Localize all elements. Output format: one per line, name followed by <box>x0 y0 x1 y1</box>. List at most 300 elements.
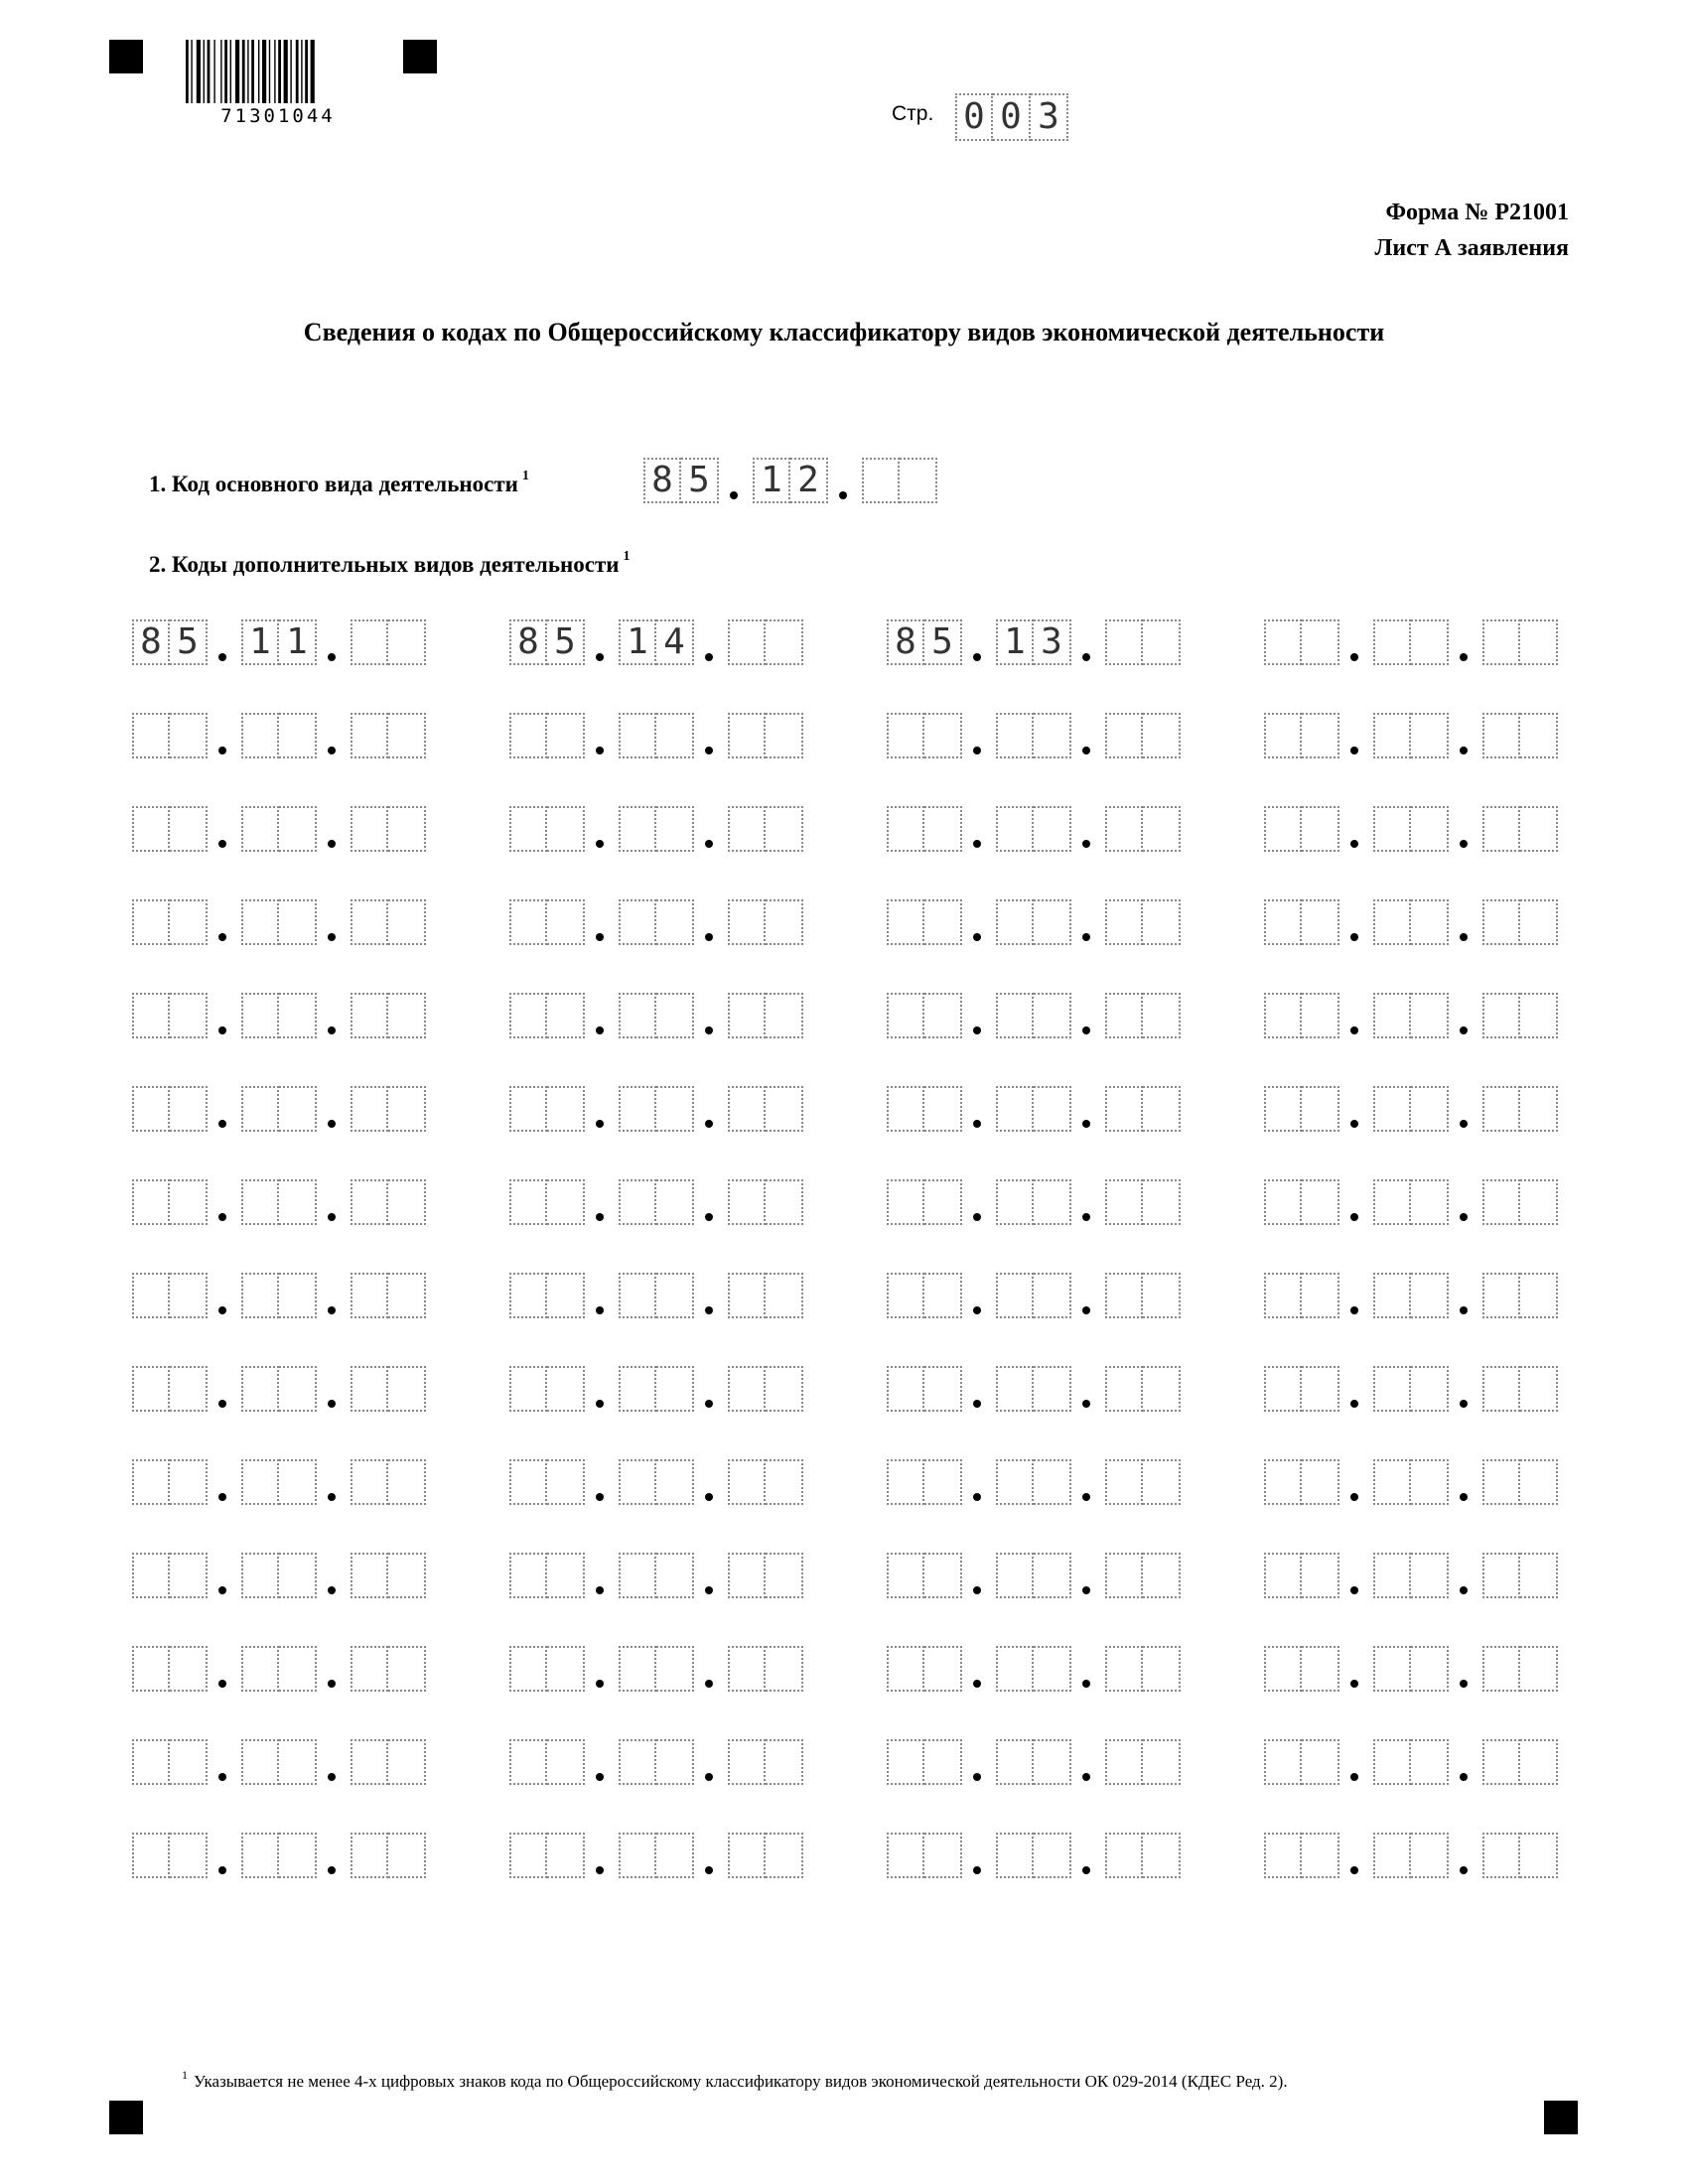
code-digit-cell[interactable]: 3 <box>1034 619 1071 665</box>
code-digit-cell[interactable] <box>132 1553 170 1598</box>
additional-code-pair[interactable] <box>1482 1739 1558 1785</box>
code-digit-cell[interactable] <box>1034 993 1071 1038</box>
code-digit-cell[interactable] <box>1105 1366 1143 1412</box>
code-digit-cell[interactable] <box>547 806 585 852</box>
code-digit-cell[interactable] <box>1143 993 1181 1038</box>
additional-code-pair[interactable] <box>887 1366 962 1412</box>
code-digit-cell[interactable] <box>1411 1459 1449 1505</box>
code-digit-cell[interactable] <box>1143 619 1181 665</box>
additional-code-pair[interactable] <box>509 1366 585 1412</box>
code-digit-cell[interactable] <box>509 1179 547 1225</box>
code-digit-cell[interactable] <box>351 619 388 665</box>
code-digit-cell[interactable] <box>1411 993 1449 1038</box>
code-digit-cell[interactable] <box>279 1273 317 1318</box>
additional-code-pair[interactable] <box>241 1833 317 1878</box>
code-digit-cell[interactable] <box>1482 1179 1520 1225</box>
code-digit-cell[interactable] <box>241 1086 279 1132</box>
code-digit-cell[interactable] <box>924 713 962 758</box>
code-digit-cell[interactable] <box>1302 1086 1339 1132</box>
code-digit-cell[interactable] <box>509 713 547 758</box>
code-digit-cell[interactable] <box>1143 1833 1181 1878</box>
code-digit-cell[interactable] <box>1264 1086 1302 1132</box>
additional-code-pair[interactable] <box>887 1739 962 1785</box>
additional-code-pair[interactable] <box>1482 1366 1558 1412</box>
code-digit-cell[interactable] <box>924 1739 962 1785</box>
code-digit-cell[interactable] <box>279 713 317 758</box>
code-digit-cell[interactable] <box>1264 713 1302 758</box>
code-digit-cell[interactable] <box>388 1366 426 1412</box>
additional-code-pair[interactable] <box>1105 1366 1181 1412</box>
code-digit-cell[interactable] <box>1373 806 1411 852</box>
code-digit-cell[interactable] <box>170 1273 208 1318</box>
code-digit-cell[interactable] <box>1143 899 1181 945</box>
code-digit-cell[interactable] <box>1143 806 1181 852</box>
code-digit-cell[interactable] <box>351 1459 388 1505</box>
additional-code-pair[interactable] <box>132 1273 208 1318</box>
additional-code-pair[interactable] <box>351 1179 426 1225</box>
code-digit-cell[interactable] <box>241 1459 279 1505</box>
code-digit-cell[interactable] <box>619 1833 656 1878</box>
code-digit-cell[interactable] <box>887 1833 924 1878</box>
additional-code-pair[interactable] <box>996 713 1071 758</box>
additional-code-pair[interactable] <box>887 1833 962 1878</box>
code-digit-cell[interactable] <box>1373 1086 1411 1132</box>
code-digit-cell[interactable]: 4 <box>656 619 694 665</box>
code-digit-cell[interactable] <box>728 1086 766 1132</box>
additional-code-pair[interactable] <box>887 1086 962 1132</box>
code-digit-cell[interactable] <box>619 1179 656 1225</box>
code-digit-cell[interactable] <box>1302 1553 1339 1598</box>
additional-code-pair[interactable] <box>509 1553 585 1598</box>
additional-code-pair[interactable] <box>1373 806 1449 852</box>
main-code-pair[interactable] <box>862 458 937 503</box>
code-digit-cell[interactable] <box>241 993 279 1038</box>
additional-code-pair[interactable] <box>241 899 317 945</box>
additional-code-pair[interactable] <box>728 993 803 1038</box>
code-digit-cell[interactable] <box>996 713 1034 758</box>
code-digit-cell[interactable] <box>1034 1179 1071 1225</box>
additional-code-pair[interactable] <box>351 1739 426 1785</box>
code-digit-cell[interactable] <box>509 899 547 945</box>
code-digit-cell[interactable] <box>656 806 694 852</box>
code-digit-cell[interactable] <box>924 1179 962 1225</box>
code-digit-cell[interactable] <box>656 1646 694 1692</box>
code-digit-cell[interactable] <box>728 806 766 852</box>
additional-code-pair[interactable] <box>1105 1739 1181 1785</box>
code-digit-cell[interactable] <box>1105 619 1143 665</box>
code-digit-cell[interactable] <box>996 1366 1034 1412</box>
additional-code-pair[interactable] <box>351 899 426 945</box>
code-digit-cell[interactable] <box>1302 1459 1339 1505</box>
code-digit-cell[interactable] <box>656 1366 694 1412</box>
code-digit-cell[interactable] <box>351 1273 388 1318</box>
code-digit-cell[interactable] <box>924 1366 962 1412</box>
code-digit-cell[interactable] <box>170 1366 208 1412</box>
code-digit-cell[interactable] <box>1143 1553 1181 1598</box>
additional-code-pair[interactable] <box>132 713 208 758</box>
code-digit-cell[interactable] <box>900 458 937 503</box>
additional-code-pair[interactable] <box>351 1459 426 1505</box>
additional-code-pair[interactable] <box>1373 899 1449 945</box>
code-digit-cell[interactable] <box>351 1086 388 1132</box>
code-digit-cell[interactable] <box>1520 1553 1558 1598</box>
code-digit-cell[interactable] <box>887 1739 924 1785</box>
code-digit-cell[interactable] <box>1034 1739 1071 1785</box>
code-digit-cell[interactable] <box>1411 1273 1449 1318</box>
additional-code-pair[interactable] <box>132 1086 208 1132</box>
code-digit-cell[interactable] <box>279 1739 317 1785</box>
additional-code-pair[interactable] <box>351 1553 426 1598</box>
additional-code-pair[interactable] <box>619 1739 694 1785</box>
code-digit-cell[interactable] <box>1520 899 1558 945</box>
additional-code-pair[interactable] <box>1373 1646 1449 1692</box>
code-digit-cell[interactable]: 5 <box>170 619 208 665</box>
code-digit-cell[interactable] <box>1482 993 1520 1038</box>
additional-code-pair[interactable] <box>1105 1086 1181 1132</box>
code-digit-cell[interactable] <box>1302 1833 1339 1878</box>
code-digit-cell[interactable] <box>1411 1646 1449 1692</box>
code-digit-cell[interactable] <box>351 1366 388 1412</box>
code-digit-cell[interactable] <box>1143 1646 1181 1692</box>
code-digit-cell[interactable] <box>547 1553 585 1598</box>
additional-code-pair[interactable] <box>1373 713 1449 758</box>
code-digit-cell[interactable] <box>766 1459 803 1505</box>
additional-code-pair[interactable] <box>509 713 585 758</box>
code-digit-cell[interactable] <box>619 993 656 1038</box>
code-digit-cell[interactable] <box>766 713 803 758</box>
code-digit-cell[interactable] <box>656 1553 694 1598</box>
code-digit-cell[interactable] <box>996 1179 1034 1225</box>
code-digit-cell[interactable] <box>170 1646 208 1692</box>
code-digit-cell[interactable] <box>1373 713 1411 758</box>
code-digit-cell[interactable] <box>1373 1833 1411 1878</box>
code-digit-cell[interactable] <box>547 1459 585 1505</box>
code-digit-cell[interactable] <box>1411 899 1449 945</box>
code-digit-cell[interactable] <box>547 1646 585 1692</box>
code-digit-cell[interactable] <box>388 899 426 945</box>
code-digit-cell[interactable] <box>1143 1366 1181 1412</box>
code-digit-cell[interactable] <box>924 1459 962 1505</box>
additional-code-pair[interactable] <box>132 1553 208 1598</box>
additional-code-pair[interactable] <box>1373 1833 1449 1878</box>
additional-code-pair[interactable] <box>1482 1646 1558 1692</box>
additional-code-pair[interactable] <box>1105 713 1181 758</box>
additional-code-pair[interactable] <box>132 619 208 665</box>
code-digit-cell[interactable] <box>1143 713 1181 758</box>
code-digit-cell[interactable] <box>887 993 924 1038</box>
code-digit-cell[interactable] <box>1105 1739 1143 1785</box>
code-digit-cell[interactable] <box>619 1459 656 1505</box>
additional-code-pair[interactable] <box>1482 619 1558 665</box>
code-digit-cell[interactable] <box>924 1086 962 1132</box>
code-digit-cell[interactable] <box>924 1646 962 1692</box>
code-digit-cell[interactable] <box>132 1459 170 1505</box>
code-digit-cell[interactable] <box>241 1646 279 1692</box>
code-digit-cell[interactable] <box>1034 713 1071 758</box>
code-digit-cell[interactable] <box>241 899 279 945</box>
code-digit-cell[interactable] <box>509 1273 547 1318</box>
code-digit-cell[interactable] <box>996 1833 1034 1878</box>
code-digit-cell[interactable] <box>388 1086 426 1132</box>
additional-code-pair[interactable] <box>241 993 317 1038</box>
code-digit-cell[interactable] <box>1034 1273 1071 1318</box>
additional-code-pair[interactable] <box>619 1366 694 1412</box>
code-digit-cell[interactable] <box>1373 1273 1411 1318</box>
additional-code-pair[interactable] <box>509 899 585 945</box>
code-digit-cell[interactable] <box>1482 713 1520 758</box>
code-digit-cell[interactable] <box>924 899 962 945</box>
additional-code-pair[interactable] <box>351 619 426 665</box>
additional-code-pair[interactable] <box>728 1553 803 1598</box>
additional-code-pair[interactable] <box>509 1833 585 1878</box>
additional-code-pair[interactable] <box>241 1273 317 1318</box>
code-digit-cell[interactable] <box>1482 1833 1520 1878</box>
additional-code-pair[interactable] <box>728 1179 803 1225</box>
additional-code-pair[interactable] <box>509 1179 585 1225</box>
code-digit-cell[interactable] <box>170 993 208 1038</box>
code-digit-cell[interactable] <box>1034 806 1071 852</box>
additional-code-pair[interactable] <box>887 1459 962 1505</box>
code-digit-cell[interactable] <box>1373 1553 1411 1598</box>
additional-code-pair[interactable] <box>996 993 1071 1038</box>
additional-code-pair[interactable] <box>1482 806 1558 852</box>
additional-code-pair[interactable] <box>132 1646 208 1692</box>
additional-code-pair[interactable] <box>1264 619 1339 665</box>
code-digit-cell[interactable] <box>1264 1646 1302 1692</box>
additional-code-pair[interactable] <box>619 1459 694 1505</box>
code-digit-cell[interactable] <box>279 806 317 852</box>
additional-code-pair[interactable] <box>1105 1553 1181 1598</box>
code-digit-cell[interactable] <box>279 1833 317 1878</box>
code-digit-cell[interactable] <box>279 1086 317 1132</box>
code-digit-cell[interactable] <box>1264 1179 1302 1225</box>
code-digit-cell[interactable] <box>766 1553 803 1598</box>
code-digit-cell[interactable] <box>1034 1086 1071 1132</box>
code-digit-cell[interactable] <box>351 1553 388 1598</box>
additional-code-pair[interactable] <box>241 713 317 758</box>
code-digit-cell[interactable] <box>1373 899 1411 945</box>
code-digit-cell[interactable] <box>728 1833 766 1878</box>
code-digit-cell[interactable] <box>996 1553 1034 1598</box>
code-digit-cell[interactable] <box>1520 1273 1558 1318</box>
code-digit-cell[interactable] <box>996 1739 1034 1785</box>
code-digit-cell[interactable] <box>887 1646 924 1692</box>
additional-code-pair[interactable] <box>619 1179 694 1225</box>
code-digit-cell[interactable] <box>351 1179 388 1225</box>
code-digit-cell[interactable] <box>1264 806 1302 852</box>
code-digit-cell[interactable]: 1 <box>753 458 790 503</box>
code-digit-cell[interactable] <box>766 1086 803 1132</box>
additional-code-pair[interactable] <box>1105 1833 1181 1878</box>
additional-code-pair[interactable] <box>351 1273 426 1318</box>
code-digit-cell[interactable]: 8 <box>132 619 170 665</box>
additional-code-pair[interactable] <box>1264 1646 1339 1692</box>
code-digit-cell[interactable] <box>766 1739 803 1785</box>
code-digit-cell[interactable] <box>279 1646 317 1692</box>
code-digit-cell[interactable] <box>996 1273 1034 1318</box>
code-digit-cell[interactable]: 8 <box>643 458 681 503</box>
code-digit-cell[interactable] <box>388 993 426 1038</box>
code-digit-cell[interactable] <box>1264 1459 1302 1505</box>
additional-code-pair[interactable] <box>887 1553 962 1598</box>
additional-code-pair[interactable] <box>1264 1179 1339 1225</box>
code-digit-cell[interactable] <box>509 1739 547 1785</box>
additional-code-pair[interactable] <box>728 806 803 852</box>
code-digit-cell[interactable] <box>728 619 766 665</box>
additional-code-pair[interactable] <box>1482 1086 1558 1132</box>
code-digit-cell[interactable] <box>1411 1366 1449 1412</box>
code-digit-cell[interactable] <box>351 1646 388 1692</box>
code-digit-cell[interactable] <box>1520 1459 1558 1505</box>
code-digit-cell[interactable] <box>728 1553 766 1598</box>
code-digit-cell[interactable] <box>279 1553 317 1598</box>
code-digit-cell[interactable]: 8 <box>887 619 924 665</box>
additional-code-pair[interactable] <box>996 1739 1071 1785</box>
additional-code-pair[interactable] <box>509 619 585 665</box>
code-digit-cell[interactable] <box>766 1833 803 1878</box>
additional-code-pair[interactable] <box>887 1646 962 1692</box>
code-digit-cell[interactable]: 2 <box>790 458 828 503</box>
additional-code-pair[interactable] <box>1373 619 1449 665</box>
additional-code-pair[interactable] <box>132 1459 208 1505</box>
additional-code-pair[interactable] <box>887 1273 962 1318</box>
additional-code-pair[interactable] <box>728 1086 803 1132</box>
code-digit-cell[interactable] <box>656 1739 694 1785</box>
code-digit-cell[interactable] <box>351 1833 388 1878</box>
additional-code-pair[interactable] <box>1105 899 1181 945</box>
code-digit-cell[interactable] <box>887 1366 924 1412</box>
additional-code-pair[interactable] <box>887 899 962 945</box>
code-digit-cell[interactable] <box>132 993 170 1038</box>
additional-code-pair[interactable] <box>132 1833 208 1878</box>
code-digit-cell[interactable]: 1 <box>996 619 1034 665</box>
code-digit-cell[interactable] <box>279 993 317 1038</box>
additional-code-pair[interactable] <box>132 1366 208 1412</box>
additional-code-pair[interactable] <box>351 1646 426 1692</box>
code-digit-cell[interactable] <box>170 806 208 852</box>
code-digit-cell[interactable] <box>388 806 426 852</box>
code-digit-cell[interactable] <box>547 1273 585 1318</box>
code-digit-cell[interactable]: 1 <box>619 619 656 665</box>
code-digit-cell[interactable] <box>619 1553 656 1598</box>
code-digit-cell[interactable] <box>132 1833 170 1878</box>
code-digit-cell[interactable] <box>388 1739 426 1785</box>
code-digit-cell[interactable] <box>1411 1553 1449 1598</box>
code-digit-cell[interactable] <box>241 1553 279 1598</box>
code-digit-cell[interactable] <box>1373 1739 1411 1785</box>
code-digit-cell[interactable] <box>547 1086 585 1132</box>
code-digit-cell[interactable] <box>170 1459 208 1505</box>
code-digit-cell[interactable] <box>1520 619 1558 665</box>
code-digit-cell[interactable] <box>766 1273 803 1318</box>
code-digit-cell[interactable] <box>1105 1646 1143 1692</box>
code-digit-cell[interactable]: 5 <box>924 619 962 665</box>
code-digit-cell[interactable] <box>1520 1646 1558 1692</box>
additional-code-pair[interactable] <box>1264 1739 1339 1785</box>
additional-code-pair[interactable] <box>1482 993 1558 1038</box>
code-digit-cell[interactable] <box>547 993 585 1038</box>
additional-code-pair[interactable] <box>887 713 962 758</box>
additional-code-pair[interactable] <box>996 806 1071 852</box>
additional-code-pair[interactable] <box>1105 806 1181 852</box>
code-digit-cell[interactable] <box>170 1739 208 1785</box>
code-digit-cell[interactable] <box>132 1366 170 1412</box>
code-digit-cell[interactable] <box>1482 1646 1520 1692</box>
additional-code-pair[interactable] <box>1264 806 1339 852</box>
code-digit-cell[interactable] <box>728 899 766 945</box>
additional-code-pair[interactable] <box>996 1646 1071 1692</box>
code-digit-cell[interactable] <box>1143 1273 1181 1318</box>
code-digit-cell[interactable] <box>547 1179 585 1225</box>
additional-code-pair[interactable] <box>619 1273 694 1318</box>
additional-code-pair[interactable] <box>241 1553 317 1598</box>
code-digit-cell[interactable] <box>132 1739 170 1785</box>
code-digit-cell[interactable] <box>509 1833 547 1878</box>
additional-code-pair[interactable] <box>1105 993 1181 1038</box>
code-digit-cell[interactable] <box>619 1366 656 1412</box>
code-digit-cell[interactable] <box>279 1459 317 1505</box>
code-digit-cell[interactable] <box>1482 806 1520 852</box>
code-digit-cell[interactable] <box>1302 1179 1339 1225</box>
code-digit-cell[interactable] <box>1264 993 1302 1038</box>
code-digit-cell[interactable] <box>1482 1366 1520 1412</box>
code-digit-cell[interactable] <box>1302 1739 1339 1785</box>
code-digit-cell[interactable] <box>279 899 317 945</box>
additional-code-pair[interactable] <box>728 1366 803 1412</box>
code-digit-cell[interactable] <box>1264 1553 1302 1598</box>
code-digit-cell[interactable] <box>1302 899 1339 945</box>
code-digit-cell[interactable] <box>241 1739 279 1785</box>
code-digit-cell[interactable] <box>1373 1179 1411 1225</box>
code-digit-cell[interactable] <box>1105 1086 1143 1132</box>
code-digit-cell[interactable] <box>728 1179 766 1225</box>
code-digit-cell[interactable] <box>1411 806 1449 852</box>
additional-code-pair[interactable] <box>1264 1833 1339 1878</box>
code-digit-cell[interactable] <box>1482 1086 1520 1132</box>
additional-code-pair[interactable] <box>996 1086 1071 1132</box>
code-digit-cell[interactable] <box>1302 1273 1339 1318</box>
code-digit-cell[interactable] <box>388 619 426 665</box>
code-digit-cell[interactable] <box>1034 899 1071 945</box>
code-digit-cell[interactable] <box>547 713 585 758</box>
additional-code-pair[interactable] <box>619 713 694 758</box>
code-digit-cell[interactable] <box>1482 1553 1520 1598</box>
code-digit-cell[interactable] <box>132 713 170 758</box>
additional-code-pair[interactable] <box>1105 1273 1181 1318</box>
code-digit-cell[interactable] <box>924 1553 962 1598</box>
additional-code-pair[interactable] <box>1105 1646 1181 1692</box>
additional-code-pair[interactable] <box>351 1086 426 1132</box>
code-digit-cell[interactable] <box>279 1179 317 1225</box>
additional-code-pair[interactable] <box>132 1179 208 1225</box>
code-digit-cell[interactable] <box>1482 1739 1520 1785</box>
code-digit-cell[interactable] <box>728 1739 766 1785</box>
code-digit-cell[interactable] <box>1264 619 1302 665</box>
code-digit-cell[interactable] <box>887 806 924 852</box>
additional-code-pair[interactable] <box>132 993 208 1038</box>
code-digit-cell[interactable] <box>619 1273 656 1318</box>
code-digit-cell[interactable] <box>619 899 656 945</box>
code-digit-cell[interactable] <box>509 1086 547 1132</box>
additional-code-pair[interactable] <box>351 1833 426 1878</box>
code-digit-cell[interactable] <box>132 806 170 852</box>
code-digit-cell[interactable] <box>766 899 803 945</box>
code-digit-cell[interactable] <box>170 899 208 945</box>
code-digit-cell[interactable] <box>509 993 547 1038</box>
code-digit-cell[interactable] <box>388 1273 426 1318</box>
additional-code-pair[interactable] <box>996 1273 1071 1318</box>
code-digit-cell[interactable] <box>1411 1179 1449 1225</box>
